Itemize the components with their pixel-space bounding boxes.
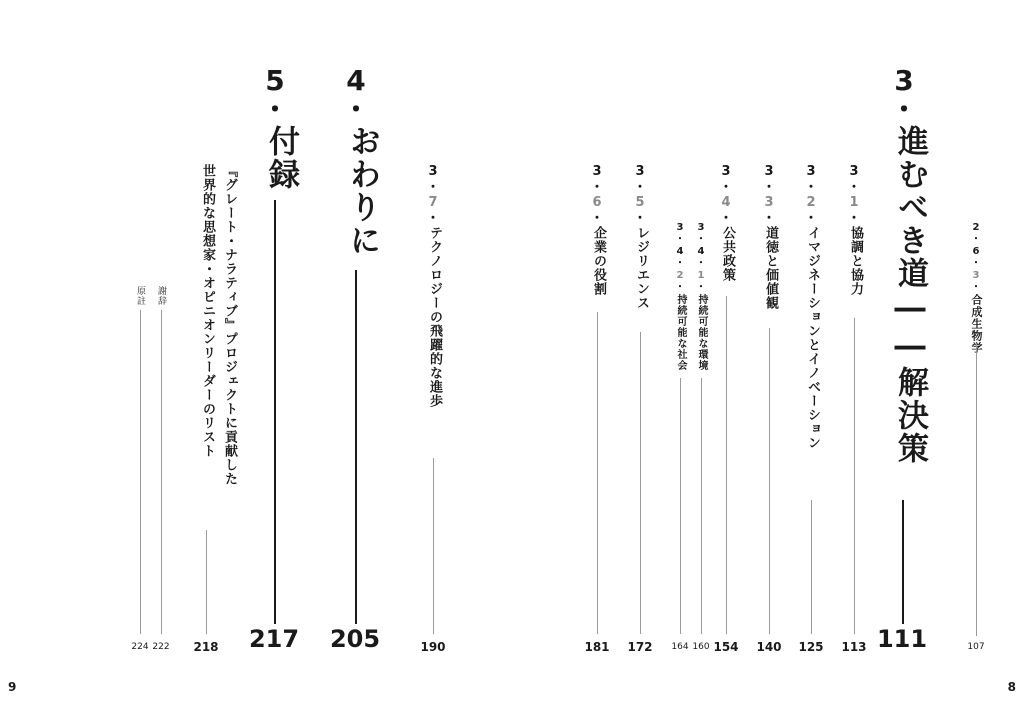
leader-line (355, 270, 357, 624)
toc-entry-chapter-4 (336, 64, 380, 257)
toc-entry-2-6-3 (968, 222, 984, 354)
section-title: テクノロジーの飛躍的な進歩 (427, 226, 442, 409)
toc-entry-3-2 (803, 164, 819, 450)
page-number: 107 (967, 642, 985, 652)
toc-entry-3-4-2 (673, 222, 687, 371)
chapter-title: 進むべき道――解決策 (892, 124, 928, 465)
toc-entry-3-4-1 (694, 222, 708, 371)
leader-line (811, 500, 812, 634)
leader-line (161, 310, 162, 634)
page-number: 111 (876, 625, 928, 653)
leader-line (433, 458, 434, 634)
chapter-number: 5 ・ (260, 64, 289, 127)
section-number: 3 ・ 7 ・ (426, 164, 440, 226)
leader-line (854, 318, 855, 634)
page-number: 190 (420, 640, 446, 654)
page-number: 205 (329, 625, 381, 653)
toc-entry-3-4 (718, 164, 734, 282)
toc-entry-acknowledgements (155, 286, 167, 306)
section-number: 3 ・ 1 ・ (847, 164, 861, 226)
toc-entry-chapter-5 (255, 64, 299, 191)
toc-entry-appendix-list (196, 164, 238, 486)
leader-line (680, 378, 681, 634)
page-number: 172 (627, 640, 653, 654)
section-title: イマジネーションとイノベーション (805, 226, 820, 451)
leader-line (206, 530, 207, 634)
leader-line (726, 296, 727, 634)
chapter-number: 3 ・ (889, 64, 918, 127)
section-title: 道徳と価値観 (763, 226, 778, 311)
page-number: 113 (841, 640, 867, 654)
section-number: 3 ・ 4 ・ 2 ・ (675, 222, 685, 293)
chapter-title: おわりに (344, 124, 380, 257)
toc-entry-3-6 (589, 164, 605, 296)
page-number: 160 (692, 642, 710, 652)
leader-line (597, 312, 598, 634)
notes-title: 原註 (135, 286, 145, 306)
page-number: 125 (798, 640, 824, 654)
section-title: 合成生物学 (970, 294, 983, 354)
section-title: 持続可能な環境 (696, 294, 707, 371)
section-title: 協調と協力 (848, 226, 863, 297)
appendix-title-line-1: 『グレート・ナラティブ』プロジェクトに貢献した (222, 164, 237, 486)
chapter-number: 4 ・ (341, 64, 370, 127)
toc-entry-notes (134, 286, 146, 306)
page-number: 154 (713, 640, 739, 654)
page-number: 217 (248, 625, 300, 653)
leader-line (976, 344, 977, 636)
section-number: 3 ・ 4 ・ (719, 164, 733, 226)
page-number: 164 (671, 642, 689, 652)
folio-left: 9 (8, 680, 17, 694)
leader-line (274, 200, 276, 624)
acknowledgements-title: 謝辞 (156, 286, 166, 306)
toc-entry-3-7 (425, 164, 441, 408)
page-number: 218 (193, 640, 219, 654)
section-title: 公共政策 (720, 226, 735, 283)
section-number: 2 ・ 6 ・ 3 ・ (971, 222, 981, 293)
folio-right: 8 (1007, 680, 1016, 694)
toc-entry-chapter-3 (884, 64, 928, 465)
section-number: 3 ・ 2 ・ (804, 164, 818, 226)
section-title: レジリエンス (634, 226, 649, 311)
leader-line (701, 378, 702, 634)
section-number: 3 ・ 5 ・ (633, 164, 647, 226)
leader-line (140, 310, 141, 634)
page-number: 224 (131, 642, 149, 652)
section-number: 3 ・ 4 ・ 1 ・ (696, 222, 706, 293)
page-number: 181 (584, 640, 610, 654)
section-title: 企業の役割 (591, 226, 606, 297)
toc-entry-3-1 (846, 164, 862, 296)
leader-line (640, 332, 641, 634)
appendix-title (196, 164, 240, 486)
appendix-title-line-2: 世界的な思想家・オピニオンリーダーのリスト (200, 164, 215, 458)
page-number: 222 (152, 642, 170, 652)
chapter-title: 付録 (263, 124, 299, 191)
section-number: 3 ・ 3 ・ (762, 164, 776, 226)
toc-entry-3-3 (761, 164, 777, 310)
leader-line (902, 500, 904, 624)
page-number: 140 (756, 640, 782, 654)
section-title: 持続可能な社会 (675, 294, 686, 371)
toc-entry-3-5 (632, 164, 648, 310)
section-number: 3 ・ 6 ・ (590, 164, 604, 226)
leader-line (769, 328, 770, 634)
